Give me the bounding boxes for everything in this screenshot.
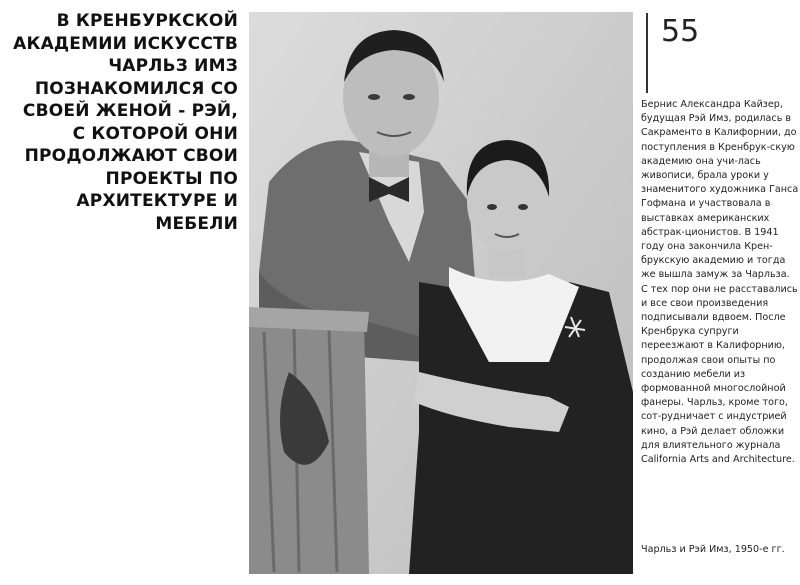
headline: В КРЕНБУРКСКОЙ АКАДЕМИИ ИСКУССТВ ЧАРЛЬЗ ИМЗ ПОЗНАКОМИЛСЯ СО СВОЕЙ ЖЕНОЙ - РЭЙ, С КОТОРОЙ ОНИ ПРОДОЛЖАЮТ СВОИ ПРОЕКТЫ ПО АРХИТЕКТУРЕ И МЕБЕЛИ	[13, 11, 238, 234]
portrait-photo	[249, 12, 633, 574]
portrait-photo-illustration	[249, 12, 633, 574]
bio-text: Бернис Александра Кайзер, будущая Рэй Имз, родилась в Сакраменто в Калифорнии, до поступления в Кренбрук-скую академию она учи-лась живописи, брала уроки у знаменитого художника Ганса Гофмана и участвовала в выставках американских абстрак-ционистов. В 1941 году она закончила Крен-брукскую академию и тогда же вышла замуж за Чарльза. С тех пор они не расставались и все свои произведения подписывали вдвоем. После Кренбрука супруги переезжают в Калифорнию, продолжая свои опыты по созданию мебели из формованной многослойной фанеры. Чарльз, кроме того, сот-рудничает с индустрией кино, а Рэй делает обложки для влиятельного журнала California Arts and Architecture.	[641, 99, 799, 466]
photo-caption: Чарльз и Рэй Имз, 1950-е гг.	[641, 544, 785, 555]
page-number: 55	[661, 14, 700, 49]
vertical-rule	[646, 13, 648, 93]
